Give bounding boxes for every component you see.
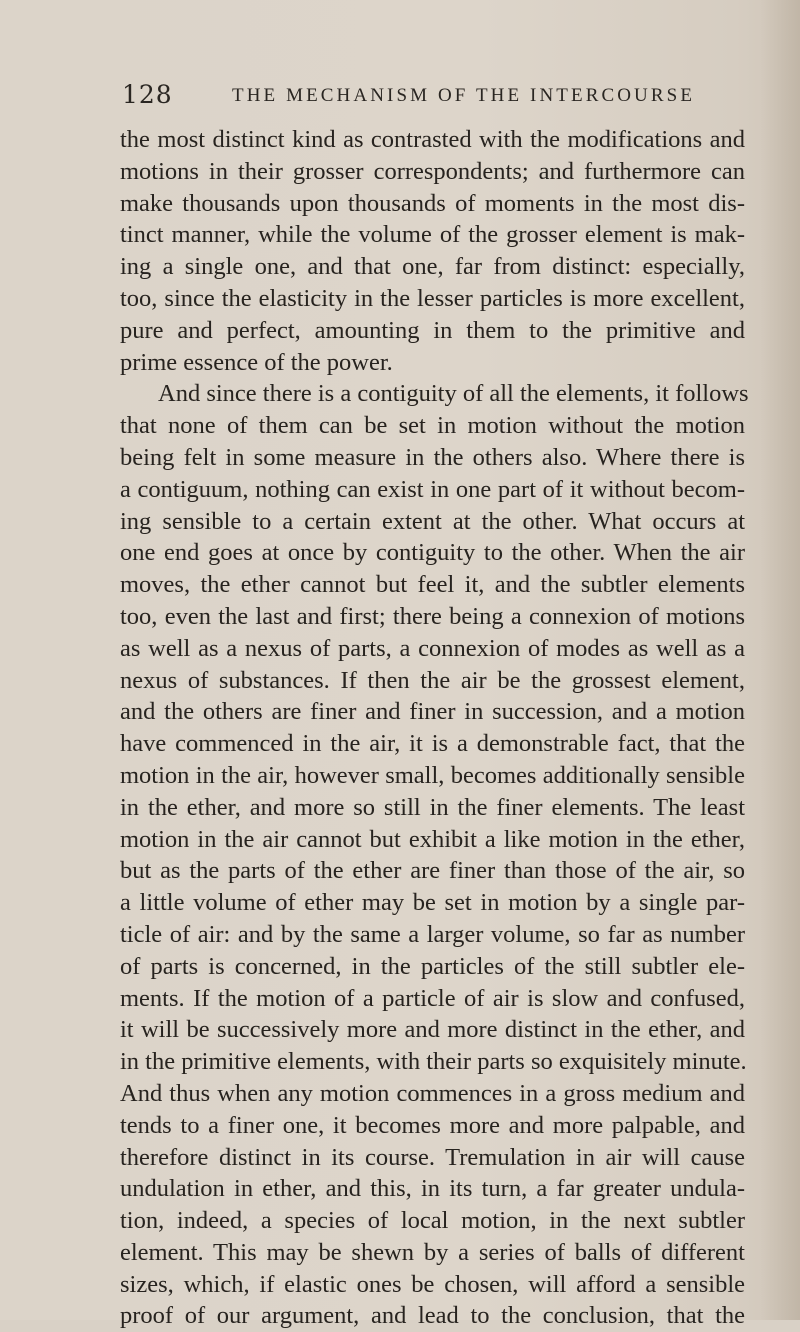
text-line: ing sensible to a certain extent at the other. What occurs at [120,507,745,535]
text-line: undulation in ether, and this, in its turn, a far greater undula- [120,1175,745,1203]
text-line: And thus when any motion commences in a gross medium and [120,1079,745,1107]
text-line: of parts is concerned, in the particles of the still subtler ele- [120,952,745,980]
text-line: moves, the ether cannot but feel it, and the subtler elements [120,571,745,599]
text-line: motion in the air, however small, becomes additionally sensible [120,761,745,789]
text-line: a contiguum, nothing can exist in one part of it without becom- [120,475,745,503]
text-line: tends to a finer one, it becomes more and more palpable, and [120,1111,745,1139]
text-line: ments. If the motion of a particle of air is slow and confused, [120,984,745,1012]
text-line: but as the parts of the ether are finer than those of the air, so [120,857,745,885]
text-line: being felt in some measure in the others also. Where there is [120,443,745,471]
text-line: it will be successively more and more distinct in the ether, and [120,1016,745,1044]
text-line: too, even the last and first; there being a connexion of motions [120,602,745,630]
text-line: motions in their grosser correspondents; and furthermore can [120,157,745,185]
text-line: proof of our argument, and lead to the conclusion, that the [120,1302,745,1330]
text-line: that none of them can be set in motion without the motion [120,412,745,440]
text-line: element. This may be shewn by a series of balls of different [120,1238,745,1266]
text-line: in the primitive elements, with their parts so exquisitely minute. [120,1048,747,1076]
page-number: 128 [122,80,173,109]
text-line: And since there is a contiguity of all the elements, it follows [158,380,749,408]
text-line: pure and perfect, amounting in them to the primitive and [120,316,745,344]
text-line: have commenced in the air, it is a demonstrable fact, that the [120,730,745,758]
text-line: make thousands upon thousands of moments in the most dis- [120,189,745,217]
text-line: too, since the elasticity in the lesser particles is more excellent, [120,284,745,312]
text-line: and the others are finer and finer in succession, and a motion [120,698,745,726]
body-text [120,124,749,1332]
text-line: the most distinct kind as contrasted with the modifications and [120,126,745,153]
running-head [122,80,742,120]
text-line: tinct manner, while the volume of the grosser element is mak- [120,221,745,249]
text-line: in the ether, and more so still in the finer elements. The least [120,793,745,821]
text-line: ing a single one, and that one, far from distinct: especially, [120,253,745,281]
text-line: motion in the air cannot but exhibit a like motion in the ether, [120,825,745,853]
text-line: tion, indeed, a species of local motion, in the next subtler [120,1207,745,1235]
text-line: prime essence of the power. [120,348,393,376]
page-edge-shadow [760,0,800,1320]
text-line: therefore distinct in its course. Tremulation in air will cause [120,1143,745,1171]
text-line: a little volume of ether may be set in motion by a single par- [120,889,745,917]
text-line: nexus of substances. If then the air be the grossest element, [120,666,745,694]
running-title: THE MECHANISM OF THE INTERCOURSE [232,85,696,106]
text-line: as well as a nexus of parts, a connexion of modes as well as a [120,634,745,662]
text-line: one end goes at once by contiguity to the other. When the air [120,539,745,567]
text-line: sizes, which, if elastic ones be chosen, will afford a sensible [120,1270,745,1298]
text-line: ticle of air: and by the same a larger volume, so far as number [120,920,745,948]
